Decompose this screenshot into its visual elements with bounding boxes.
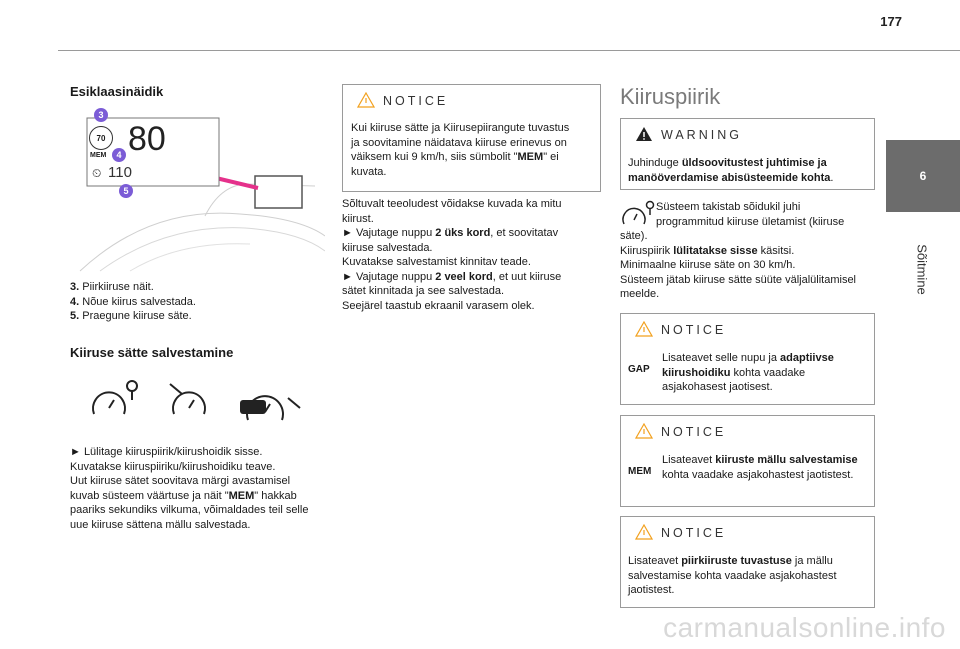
warning-title: WARNING bbox=[661, 128, 742, 142]
section-title: Kiiruspiirik bbox=[620, 84, 721, 109]
notice-icon bbox=[635, 524, 653, 545]
notice-detection-text: Lisateavet piirkiiruste tuvastuse ja mällu salvestamise kohta vaadake asjakohastest jaotistest. bbox=[628, 555, 837, 596]
middle-paragraph: Sõltuvalt teeoludest võidakse kuvada ka mitu kiirust. ► Vajutage nuppu 2 üks kord, et soovitatav kiiruse salvestada. Kuvatakse salvestamist kinnitav teade. ► Vajutage nuppu 2 veel kord, et uut kiiruse sätet kinnitada ja see salvestada. Seejärel taastub ekraanil varasem olek. bbox=[342, 198, 562, 312]
chapter-label bbox=[912, 222, 932, 322]
notice-box-gap bbox=[620, 313, 875, 405]
speed-limit-sign: 70 bbox=[89, 126, 113, 150]
notice-gap-text: Lisateavet selle nupu ja adaptiivse kiirushoidiku kohta vaadake asjakohasest jaotisest. bbox=[662, 352, 834, 393]
marker-3: 3 bbox=[94, 108, 108, 122]
marker-5: 5 bbox=[119, 184, 133, 198]
chapter-label-text: Sõitmine bbox=[914, 244, 930, 295]
mem-badge: MEM bbox=[628, 466, 652, 477]
gap-badge: GAP bbox=[628, 364, 650, 375]
chapter-number: 6 bbox=[919, 169, 927, 183]
warning-icon bbox=[635, 126, 653, 147]
notice-title: NOTICE bbox=[383, 94, 449, 108]
warning-text: Juhinduge üldsoovitustest juhtimise ja manööverdamise abisüsteemide kohta. bbox=[628, 157, 834, 184]
notice-text: Kui kiiruse sätte ja Kiirusepiirangute tuvastus ja soovitamine näidatava kiiruse erinevus on väiksem kui 9 km/h, siis sümbolit "MEM" ei kuvata. bbox=[351, 122, 570, 178]
legend-item: 5. Praegune kiiruse säte. bbox=[70, 310, 192, 322]
hud-heading: Esiklaasinäidik bbox=[70, 84, 164, 99]
notice-mem-text: Lisateavet kiiruste mällu salvestamise kohta vaadake asjakohastest jaotistest. bbox=[662, 454, 858, 481]
hud-legend bbox=[70, 280, 330, 324]
notice-title: NOTICE bbox=[661, 526, 727, 540]
mode-icons bbox=[90, 378, 320, 438]
section-heading-save: Kiiruse sätte salvestamine bbox=[70, 345, 234, 360]
notice-title: NOTICE bbox=[661, 323, 727, 337]
notice-box-1 bbox=[342, 84, 601, 192]
notice-icon bbox=[635, 423, 653, 444]
mem-label: MEM bbox=[90, 152, 107, 159]
hud-illustration bbox=[70, 106, 325, 276]
legend-item: 3. Piirkiiruse näit. bbox=[70, 281, 154, 293]
notice-box-detection bbox=[620, 516, 875, 608]
hud-speed: 80 bbox=[128, 120, 166, 158]
notice-icon bbox=[635, 321, 653, 342]
header-rule bbox=[58, 50, 960, 51]
notice-title: NOTICE bbox=[661, 425, 727, 439]
legend-item: 4. Nõue kiirus salvestada. bbox=[70, 295, 196, 308]
watermark: carmanualsonline.info bbox=[663, 612, 946, 643]
notice-icon bbox=[357, 92, 375, 113]
marker-4: 4 bbox=[112, 148, 126, 162]
warning-box bbox=[620, 118, 875, 190]
limiter-intro: Süsteem takistab sõidukil juhi programmitud kiiruse ületamist (kiiruse säte). Kiiruspiirik lülitatakse sisse käsitsi. Minimaalne kiiruse säte on 30 km/h. Süsteem jätab kiiruse sätte süüte väljalülitamisel meelde. bbox=[620, 201, 857, 300]
speedometer-icon: ⏲ bbox=[92, 166, 102, 180]
hud-set-speed: 110 bbox=[108, 164, 132, 181]
notice-box-mem bbox=[620, 415, 875, 507]
page-number: 177 bbox=[880, 14, 902, 29]
save-instructions: ► Lülitage kiiruspiirik/kiirushoidik sisse. Kuvatakse kiiruspiiriku/kiirushoidiku teave. Uut kiiruse sätet soovitava märgi avastamisel kuvab süsteem väärtuse ja näit "MEM" hakkab paariks sekundiks vilkuma, võimaldades teil selle uue kiiruse sättena mällu salvestada. bbox=[70, 446, 309, 531]
chapter-tab[interactable] bbox=[886, 140, 960, 212]
